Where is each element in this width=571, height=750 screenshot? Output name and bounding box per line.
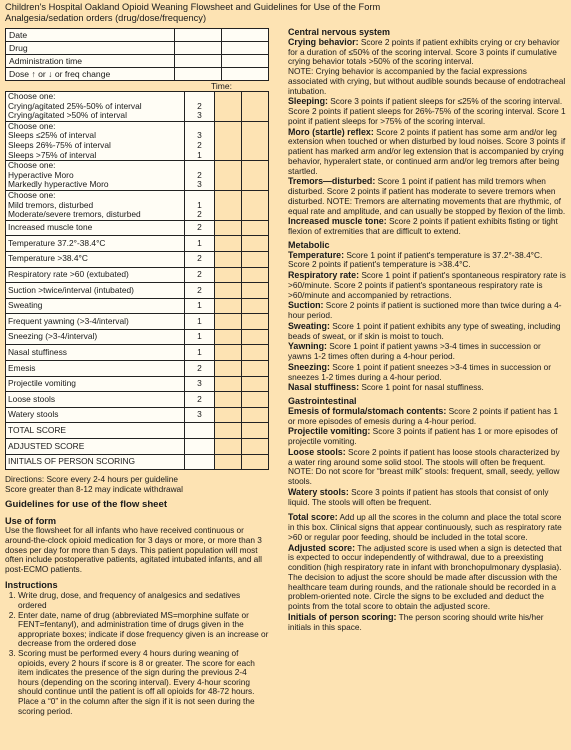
date-cell[interactable] bbox=[175, 29, 222, 42]
score-entry-cell[interactable] bbox=[241, 423, 268, 439]
guideline-item bbox=[288, 177, 566, 216]
score-row-label: Loose stools bbox=[6, 392, 185, 408]
directions bbox=[5, 475, 269, 494]
guideline-text: Score 3 points if patient has stools that consist of only liquid. The stools will often be frequent. bbox=[288, 486, 549, 507]
score-entry-cell[interactable] bbox=[214, 345, 241, 361]
guideline-text: Score 1 point if patient sneezes >3-4 times in succession or sneezes 1-2 times during a 4-hour period. bbox=[288, 361, 552, 382]
score-row-value: 2 bbox=[185, 392, 214, 408]
score-entry-cell[interactable] bbox=[241, 220, 268, 236]
score-entry-cell[interactable] bbox=[214, 454, 241, 470]
score-row bbox=[6, 220, 269, 236]
score-row-label: Temperature 37.2°-38.4°C bbox=[6, 236, 185, 252]
score-row-label: INITIALS OF PERSON SCORING bbox=[6, 454, 185, 470]
guideline-item bbox=[288, 301, 566, 321]
instruction-item: 1. Write drug, dose, and frequency of analgesics and sedatives ordered bbox=[18, 591, 269, 610]
score-entry-cell[interactable] bbox=[241, 454, 268, 470]
score-row-value bbox=[185, 423, 214, 439]
score-row-label: Respiratory rate >60 (extubated) bbox=[6, 267, 185, 283]
score-row bbox=[6, 454, 269, 470]
score-entry-cell[interactable] bbox=[214, 361, 241, 377]
row-dose-change: Dose ↑ or ↓ or freq change bbox=[6, 68, 175, 81]
score-option-value: 2 bbox=[197, 100, 202, 111]
guideline-text: Score 1 point if patient yawns >3-4 times in succession or yawns 1-2 times often during a 4-hour period. bbox=[288, 341, 541, 361]
guideline-key: Increased muscle tone: bbox=[288, 216, 387, 227]
guideline-item bbox=[288, 513, 566, 542]
score-group-values bbox=[185, 161, 214, 191]
guideline-item bbox=[288, 271, 566, 300]
form-title: Children's Hospital Oakland Opioid Weaning Flowsheet and Guidelines for Use of the Form bbox=[5, 2, 381, 12]
form-subtitle: Analgesia/sedation orders (drug/dose/frequency) bbox=[5, 13, 207, 23]
section-title: Gastrointestinal bbox=[288, 396, 357, 406]
guideline-key: Emesis of formula/stomach contents: bbox=[288, 405, 447, 416]
score-entry-cell[interactable] bbox=[241, 161, 268, 191]
score-entry-cell[interactable] bbox=[214, 220, 241, 236]
score-row-label: Emesis bbox=[6, 361, 185, 377]
guideline-text: Score 1 point for nasal stuffiness. bbox=[359, 382, 484, 393]
guideline-item bbox=[288, 97, 566, 126]
guidelines-column bbox=[288, 28, 566, 633]
guideline-text: Score 2 points if patient is suctioned more than twice during a 4-hour period. bbox=[288, 300, 562, 320]
score-row bbox=[6, 329, 269, 345]
score-entry-cell[interactable] bbox=[241, 407, 268, 423]
score-option-value: 1 bbox=[197, 149, 202, 160]
score-row bbox=[6, 236, 269, 252]
guideline-key: Moro (startle) reflex: bbox=[288, 126, 374, 137]
score-entry-cell[interactable] bbox=[241, 298, 268, 314]
dose-change-cell[interactable] bbox=[222, 68, 269, 81]
score-row-value: 1 bbox=[185, 329, 214, 345]
guideline-key: Sweating: bbox=[288, 320, 330, 331]
score-entry-cell[interactable] bbox=[214, 267, 241, 283]
score-entry-cell[interactable] bbox=[214, 392, 241, 408]
guideline-item bbox=[288, 363, 566, 383]
guideline-item bbox=[288, 407, 566, 427]
score-row-value: 2 bbox=[185, 251, 214, 267]
dose-change-cell[interactable] bbox=[175, 68, 222, 81]
score-row-label: Sneezing (>3-4/interval) bbox=[6, 329, 185, 345]
score-group-row bbox=[6, 121, 269, 160]
score-option-label: Hyperactive Moro bbox=[8, 169, 74, 180]
time-label: Time: bbox=[211, 81, 232, 91]
score-entry-cell[interactable] bbox=[214, 439, 241, 455]
score-entry-cell[interactable] bbox=[214, 161, 241, 191]
score-group-label bbox=[6, 121, 185, 160]
score-group-label bbox=[6, 92, 185, 122]
score-row bbox=[6, 251, 269, 267]
guideline-text: Score 1 point if patient's temperature is 37.2°-38.4°C. Score 2 points if patient's temperature is >38.4°C. bbox=[288, 249, 543, 270]
form-header bbox=[5, 2, 380, 24]
score-row bbox=[6, 407, 269, 423]
score-entry-cell[interactable] bbox=[241, 236, 268, 252]
score-row-value: 1 bbox=[185, 345, 214, 361]
score-row-label: Increased muscle tone bbox=[6, 220, 185, 236]
guideline-item bbox=[288, 128, 566, 177]
score-group-row bbox=[6, 92, 269, 122]
score-entry-cell[interactable] bbox=[214, 251, 241, 267]
orders-table bbox=[5, 28, 269, 81]
guideline-key: Temperature: bbox=[288, 249, 345, 260]
score-entry-cell[interactable] bbox=[241, 345, 268, 361]
score-row-value: 2 bbox=[185, 267, 214, 283]
choose-one-label: Choose one: bbox=[8, 189, 56, 200]
score-entry-cell[interactable] bbox=[241, 190, 268, 220]
score-row bbox=[6, 423, 269, 439]
guideline-key: Suction: bbox=[288, 300, 324, 311]
row-admin-time: Administration time bbox=[6, 55, 175, 68]
score-entry-cell[interactable] bbox=[241, 329, 268, 345]
guideline-key: Crying behavior: bbox=[288, 36, 359, 47]
guideline-item bbox=[288, 217, 566, 237]
score-row bbox=[6, 345, 269, 361]
score-row-value bbox=[185, 439, 214, 455]
score-row bbox=[6, 392, 269, 408]
score-entry-cell[interactable] bbox=[241, 314, 268, 330]
score-row bbox=[6, 298, 269, 314]
score-entry-cell[interactable] bbox=[214, 121, 241, 160]
score-row-label: Frequent yawning (>3-4/interval) bbox=[6, 314, 185, 330]
guideline-text: Add up all the scores in the column and place the total score in this box. Clinical signs that appear continuously, such as respiratory rate >60 or regular poor feeding, should be included in the total score. bbox=[288, 512, 562, 542]
score-row bbox=[6, 376, 269, 392]
score-option-value: 3 bbox=[197, 179, 202, 190]
guideline-text: The person scoring should write his/her initials in this space. bbox=[288, 611, 544, 632]
score-row-value: 1 bbox=[185, 298, 214, 314]
score-entry-cell[interactable] bbox=[241, 251, 268, 267]
score-table bbox=[5, 91, 269, 470]
guideline-key: Total score: bbox=[288, 512, 338, 523]
drug-cell[interactable] bbox=[222, 42, 269, 55]
guideline-text: Score 3 points if patient has 1 or more episodes of projectile vomiting. bbox=[288, 426, 558, 446]
guideline-key: Respiratory rate: bbox=[288, 270, 360, 280]
instructions-title: Instructions bbox=[5, 580, 58, 591]
guideline-text: Score 2 points if patient has 1 or more episodes of emesis during a 4-hour period. bbox=[288, 405, 558, 426]
score-row-value: 2 bbox=[185, 361, 214, 377]
guideline-item bbox=[288, 322, 566, 342]
guideline-text: The adjusted score is used when a sign is detected that is expected to occur independently of withdrawal, due to a preexisting condition (high respiratory rate in infant with bronchopulmonary dysplasia). The decision to adjust the score should be made after discussion with the healthcare team during rounds, and the rationale should be recorded in a problem-oriented note. Circle the signs to be excluded and deduct the points from the total score to obtain the adjusted score. bbox=[288, 542, 562, 611]
score-option-label: Markedly hyperactive Moro bbox=[8, 179, 109, 190]
guideline-key: Sneezing: bbox=[288, 361, 330, 372]
guideline-text: Score 1 point if patient's spontaneous respiratory rate is >60/minute. Score 2 points if patient's spontaneous respiratory rate is >60/minute and accompanied by retractions. bbox=[288, 270, 566, 300]
flowsheet-column bbox=[5, 28, 269, 716]
instructions-list bbox=[5, 591, 269, 716]
guideline-text: Score 1 point if patient exhibits any type of sweating, including beads of sweat, or if skin is moist to touch. bbox=[288, 320, 561, 341]
score-option-label: Crying/agitated 25%-50% of interval bbox=[8, 100, 142, 111]
date-cell[interactable] bbox=[222, 29, 269, 42]
score-option-value: 3 bbox=[197, 130, 202, 141]
score-entry-cell[interactable] bbox=[214, 236, 241, 252]
score-entry-cell[interactable] bbox=[241, 439, 268, 455]
admin-time-cell[interactable] bbox=[222, 55, 269, 68]
score-row-value: 3 bbox=[185, 376, 214, 392]
score-row bbox=[6, 361, 269, 377]
guideline-text: Score 1 point if patient has mild tremors when disturbed. Score 2 points if patient has moderate to severe tremors when disturbed. NOTE: Tremors are alternating movements that are rhythmic, of equal rate and amplitude, and can usually be stopped by flexion of the limb. bbox=[288, 176, 566, 216]
score-entry-cell[interactable] bbox=[241, 92, 268, 122]
score-entry-cell[interactable] bbox=[214, 407, 241, 423]
use-text: Use the flowsheet for all infants who have received continuous or around-the-clock opioid medication for 3 days or more, or more than 3 doses per day for more than 5 days. This patient population will most often include postoperative patients, agitated intubated infants, and all post-ECMO patients. bbox=[5, 525, 262, 574]
score-option-label: Crying/agitated >50% of interval bbox=[8, 110, 127, 121]
score-option-label: Sleeps ≤25% of interval bbox=[8, 130, 96, 141]
score-row bbox=[6, 439, 269, 455]
score-entry-cell[interactable] bbox=[241, 267, 268, 283]
guideline-key: Adjusted score: bbox=[288, 542, 356, 553]
guideline-key: Sleeping: bbox=[288, 96, 328, 107]
instruction-item: 2. Enter date, name of drug (abbreviated MS=morphine sulfate or FENT=fentanyl), and administration time of drugs given in the appropriate boxes; indicate if dose frequency given is an increase or decrease from the ordered dose bbox=[18, 611, 269, 649]
score-row-value: 3 bbox=[185, 407, 214, 423]
score-row-value bbox=[185, 454, 214, 470]
score-option-value: 2 bbox=[197, 169, 202, 180]
score-row-label: Nasal stuffiness bbox=[6, 345, 185, 361]
row-date: Date bbox=[6, 29, 175, 42]
score-row-label: TOTAL SCORE bbox=[6, 423, 185, 439]
score-row-label: Temperature >38.4°C bbox=[6, 251, 185, 267]
score-option-label: Moderate/severe tremors, disturbed bbox=[8, 209, 141, 220]
guideline-item bbox=[288, 448, 566, 487]
guideline-item bbox=[288, 544, 566, 612]
guideline-key: Tremors—disturbed: bbox=[288, 176, 376, 187]
score-option-label: Sleeps >75% of interval bbox=[8, 149, 97, 160]
score-entry-cell[interactable] bbox=[214, 92, 241, 122]
guideline-item bbox=[288, 342, 566, 362]
section-title: Central nervous system bbox=[288, 27, 391, 37]
score-entry-cell[interactable] bbox=[214, 298, 241, 314]
choose-one-label: Choose one: bbox=[8, 91, 56, 101]
score-entry-cell[interactable] bbox=[214, 423, 241, 439]
guideline-key: Loose stools: bbox=[288, 446, 346, 457]
score-group-values bbox=[185, 121, 214, 160]
score-entry-cell[interactable] bbox=[241, 361, 268, 377]
score-entry-cell[interactable] bbox=[214, 329, 241, 345]
score-row bbox=[6, 283, 269, 299]
score-group-row bbox=[6, 190, 269, 220]
score-row-label: Sweating bbox=[6, 298, 185, 314]
guideline-item bbox=[288, 427, 566, 447]
guideline-text: Score 3 points if patient sleeps for ≤25% of the scoring interval. Score 2 points if patient sleeps for 26%-75% of the scoring interval. Score 1 point if patient sleeps for >75% of the scoring interval. bbox=[288, 96, 566, 126]
guideline-item bbox=[288, 251, 566, 271]
use-title: Use of form bbox=[5, 516, 57, 527]
choose-one-label: Choose one: bbox=[8, 120, 56, 131]
score-group-label bbox=[6, 161, 185, 191]
guideline-key: Nasal stuffiness: bbox=[288, 382, 360, 393]
score-row-label: Projectile vomiting bbox=[6, 376, 185, 392]
score-entry-cell[interactable] bbox=[241, 121, 268, 160]
guideline-key: Yawning: bbox=[288, 341, 327, 352]
choose-one-label: Choose one: bbox=[8, 160, 56, 171]
score-entry-cell[interactable] bbox=[214, 283, 241, 299]
score-group-row bbox=[6, 161, 269, 191]
guideline-item bbox=[288, 488, 566, 508]
score-row-value: 1 bbox=[185, 236, 214, 252]
score-row-value: 1 bbox=[185, 314, 214, 330]
guideline-text: Score 2 points if patient exhibits fisting or tight flexion of extremities that are difficult to extend. bbox=[288, 216, 558, 236]
score-row-label: ADJUSTED SCORE bbox=[6, 439, 185, 455]
score-entry-cell[interactable] bbox=[214, 376, 241, 392]
drug-cell[interactable] bbox=[175, 42, 222, 55]
directions-line: Directions: Score every 2-4 hours per guideline bbox=[5, 474, 178, 485]
row-drug: Drug bbox=[6, 42, 175, 55]
guideline-key: Projectile vomiting: bbox=[288, 426, 371, 437]
score-row-label: Suction >twice/interval (intubated) bbox=[6, 283, 185, 299]
score-entry-cell[interactable] bbox=[241, 376, 268, 392]
instruction-item: 3. Scoring must be performed every 4 hours during weaning of opioids, every 2 hours if score is 8 or greater. The score for each item indicates the presence of the sign during the previous 2-4 hours (depending on the scoring interval). Every 4-hour scoring should continue until the patient is off all opioids for 48-72 hours. Place a “0” in the column after the sign if it is not seen during the scoring period. bbox=[18, 649, 269, 716]
score-entry-cell[interactable] bbox=[241, 283, 268, 299]
score-row-value: 2 bbox=[185, 220, 214, 236]
guidelines-title: Guidelines for use of the flow sheet bbox=[5, 499, 168, 511]
score-row bbox=[6, 314, 269, 330]
score-group-label bbox=[6, 190, 185, 220]
score-option-value: 2 bbox=[197, 209, 202, 220]
score-group-values bbox=[185, 92, 214, 122]
guideline-key: Watery stools: bbox=[288, 486, 349, 497]
score-entry-cell[interactable] bbox=[241, 392, 268, 408]
guideline-item bbox=[288, 613, 566, 633]
score-row-label: Watery stools bbox=[6, 407, 185, 423]
score-group-values bbox=[185, 190, 214, 220]
score-row-value: 2 bbox=[185, 283, 214, 299]
directions-line: Score greater than 8-12 may indicate withdrawal bbox=[5, 483, 184, 494]
guideline-item bbox=[288, 38, 566, 97]
score-entry-cell[interactable] bbox=[214, 190, 241, 220]
score-entry-cell[interactable] bbox=[214, 314, 241, 330]
guideline-text: Score 2 points if patient exhibits crying or cry behavior for a duration of ≤50% of the scoring interval. Score 3 points if cumulative crying behavior totals >50% of the scoring interval. NOTE: Crying behavior is accompanied by the facial expressions associated with crying, but without audible sounds because of endotracheal intubation. bbox=[288, 36, 566, 96]
score-option-value: 2 bbox=[197, 139, 202, 150]
score-option-label: Mild tremors, disturbed bbox=[8, 199, 94, 210]
score-option-label: Sleeps 26%-75% of interval bbox=[8, 139, 111, 150]
score-row bbox=[6, 267, 269, 283]
score-option-value: 3 bbox=[197, 110, 202, 121]
guideline-text: Score 2 points if patient has loose stools characterized by a water ring around some solid stool. The stools will often be frequent. NOTE: Do not score for “breast milk” stools: frequent, small, seedy, yellow stools. bbox=[288, 446, 560, 486]
admin-time-cell[interactable] bbox=[175, 55, 222, 68]
guideline-key: Initials of person scoring: bbox=[288, 611, 397, 622]
section-title: Metabolic bbox=[288, 239, 330, 250]
guideline-item bbox=[288, 383, 566, 393]
guideline-text: Score 2 points if patient has some arm and/or leg extension when touched or when disturbed by loud noises. Score 3 points if patient has marked arm and/or leg extension that is accompanied by crying behavior, hyperalert state, or continued arm and/or leg tremors after being startled. bbox=[288, 126, 566, 176]
score-option-value: 1 bbox=[197, 199, 202, 210]
